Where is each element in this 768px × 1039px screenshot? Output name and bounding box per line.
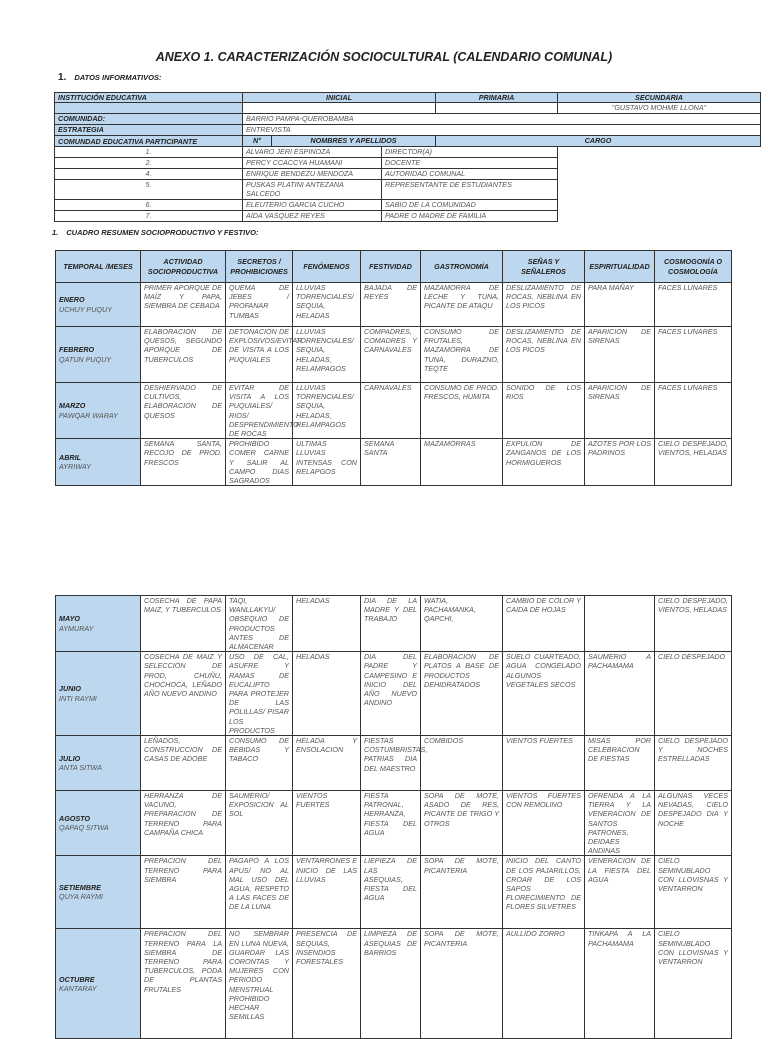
column-header: FENÓMENOS [293,251,361,283]
calendar-cell: DESLIZAMIENTO DE ROCAS, NEBLINA EN LOS PICOS [503,327,585,383]
column-header: SECRETOS / PROHIBICIONES [226,251,293,283]
member-cargo: DOCENTE [382,158,558,169]
month-quechua: PAWQAR WARAY [59,410,118,420]
calendar-cell: PAGAPO A LOS APUS/ NO AL MAL USO DEL AGUA, RESPETO A LAS FACES DE DE LA LUNA [226,856,293,929]
calendar-cell: VIENTOS FUERTES CON REMOLINO [503,791,585,856]
calendar-cell: COMBIDOS [421,736,503,791]
member-cargo: AUTORIDAD COMUNAL [382,169,558,180]
calendar-cell: APARICION DE SIRENAS [585,327,655,383]
calendar-cell: SONIDO DE LOS RIOS [503,383,585,439]
calendar-cell: ELABORACION DE QUESOS, SEGUNDO APORQUE DE TUBERCULOS [141,327,226,383]
month-name: FEBRERO [59,345,95,355]
calendar-cell: HELADAS [293,596,361,652]
month-cell [56,736,141,791]
month-quechua: INTI RAYMI [59,693,97,703]
calendar-cell: CONSUMO DE FRUTALES, MAZAMORRA DE TUNA, DURAZNO, TEQTE [421,327,503,383]
calendar-cell: MISAS POR CELEBRACION DE FIESTAS [585,736,655,791]
calendar-cell: LIMPIEZA DE ASEQUIAS DE BARRIOS [361,929,421,1039]
calendar-cell: WATIA, PACHAMANKA, QAPCHI, [421,596,503,652]
column-header: COSMOGONÍA O COSMOLOGÍA [655,251,732,283]
nombres-header: NOMBRES Y APELLIDOS [272,136,436,147]
month-cell [56,283,141,327]
calendar-cell: HERRANZA DE VACUNO, PREPARACION DE TERRENO PARA CAMPAÑA CHICA [141,791,226,856]
calendar-cell: INICIO DEL CANTO DE LOS PAJARILLOS, CROAR DE LOS SAPOS FLORECIMIENTO DE FLORES SILVETRES [503,856,585,929]
calendar-cell: DESLIZAMIENTO DE ROCAS, NEBLINA EN LOS PICOS [503,283,585,327]
month-cell [56,791,141,856]
member-row [55,180,761,199]
ie-label: INSTITUCIÓN EDUCATIVA [55,93,243,103]
month-cell [56,327,141,383]
calendar-table-1 [55,250,732,486]
month-quechua: AYRIWAY [59,462,91,472]
calendar-cell: SAUMERIO A PACHAMAMA [585,652,655,736]
calendar-cell: LLUVIAS TORRENCIALES/ SEQUIA, HELADAS, RELAMPAGOS [293,327,361,383]
member-name: ENRIQUE BENDEZU MENDOZA [243,169,382,180]
calendar-cell: FIESTAS COSTUMBRISTAS, PATRIAS DIA DEL MAESTRO [361,736,421,791]
calendar-cell: MAZAMORRAS [421,439,503,486]
calendar-cell: SEMANA SANTA [361,439,421,486]
month-quechua: KANTARAY [59,983,97,993]
month-name: JULIO [59,753,81,763]
calendar-cell: MAZAMORRA DE LECHE Y TUNA, PICANTE DE ATAQU [421,283,503,327]
calendar-cell: EVITAR DE VISITA A LOS PUQUIALES/ RIOS/ DESPRENDIMIENTO DE ROCAS [226,383,293,439]
month-row [56,791,732,856]
calendar-cell: CONSUMO DE BEBIDAS Y TABACO [226,736,293,791]
member-row [55,210,761,221]
month-name: ABRIL [59,453,81,463]
inicial-header: INICIAL [243,93,436,103]
member-name: PUSKAS PLATINI ANTEZANA SALCEDO [243,180,382,199]
member-row [55,147,761,158]
calendar-cell: HELADAS [293,652,361,736]
calendar-cell: CIELO SEMINUBLADO CON LLOVISNAS Y VENTARRON [655,856,732,929]
section-cuadro: 1. CUADRO RESUMEN SOCIOPRODUCTIVO Y FESTIVO: [52,228,259,237]
month-row [56,439,732,486]
calendar-cell: DIA DEL PADRE Y CAMPESINO E INICIO DEL AÑO NUEVO ANDINO [361,652,421,736]
calendar-cell: EXPULION DE ZANGANOS DE LOS HORMIGUEROS [503,439,585,486]
section-datos: 1. DATOS INFORMATIVOS: [58,72,162,83]
column-header: ACTIVIDAD SOCIOPRODUCTIVA [141,251,226,283]
member-name: AIDA VASQUEZ REYES [243,210,382,221]
member-row [55,158,761,169]
calendar-cell: ALGUNAS VECES NEVADAS, CIELO DESPEJADO DIA Y NOCHE [655,791,732,856]
calendar-table-2 [55,595,732,1039]
comunidad-label: COMUNIDAD: [55,114,243,125]
month-quechua: UCHUY PUQUY [59,304,112,314]
calendar-cell: SOPA DE MOTE, ASADO DE RES, PICANTE DE TRIGO Y OTROS [421,791,503,856]
month-quechua: QATUN PUQUY [59,354,112,364]
secundaria-header: SECUNDARIA [558,93,761,103]
secundaria-value: "GUSTAVO MOHME LLONA" [558,103,761,114]
member-cargo: DIRECTOR(A) [382,147,558,158]
calendar-cell: COMPADRES, COMADRES Y CARNAVALES [361,327,421,383]
member-row [55,169,761,180]
month-name: AGOSTO [59,814,91,824]
month-name: MARZO [59,401,86,411]
column-header: FESTIVIDAD [361,251,421,283]
member-number: 1. [55,147,243,158]
n-header: N° [243,136,272,147]
calendar-cell: APARICION DE SIRENAS [585,383,655,439]
month-row [56,327,732,383]
month-cell [56,596,141,652]
member-number: 6. [55,199,243,210]
member-number: 2. [55,158,243,169]
calendar-cell: COSECHA DE PAPA MAIZ, Y TUBERCULOS [141,596,226,652]
month-cell [56,383,141,439]
calendar-cell: OFRENDA A LA TIERRA Y LA VENERACION DE SANTOS PATRONES, DEIDAES ANDINAS [585,791,655,856]
cep-label: COMUNDAD EDUCATIVA PARTICIPANTE [55,136,243,147]
month-row [56,736,732,791]
calendar-cell: SOPA DE MOTE, PICANTERIA [421,856,503,929]
calendar-cell: FACES LUNARES [655,283,732,327]
member-number: 7. [55,210,243,221]
member-cargo: PADRE O MADRE DE FAMILIA [382,210,558,221]
month-quechua: QUYA RAYMI [59,892,103,902]
calendar-cell: VIENTOS FUERTES [293,791,361,856]
calendar-cell: PRESENCIA DE SEQUIAS, INSENDIOS FORESTALES [293,929,361,1039]
calendar-cell: COSECHA DE MAIZ Y SELECCION DE PROD, CHUÑU, CHOCHOCA, LEÑADO AÑO NUEVO ANDINO [141,652,226,736]
member-number: 5. [55,180,243,199]
month-name: JUNIO [59,684,81,694]
month-row [56,283,732,327]
calendar-cell: CAMBIO DE COLOR Y CAIDA DE HOJAS [503,596,585,652]
calendar-cell: FACES LUNARES [655,383,732,439]
member-name: ELEUTERIO GARCIA CUCHO [243,199,382,210]
month-name: ENERO [59,295,85,305]
calendar-cell: SOPA DE MOTE, PICANTERIA [421,929,503,1039]
month-name: SETIEMBRE [59,883,101,893]
month-row [56,929,732,1039]
member-number: 4. [55,169,243,180]
month-row [56,856,732,929]
calendar-cell: LEÑADOS, CONSTRUCCION DE CASAS DE ADOBE [141,736,226,791]
calendar-cell: FIESTA PATRONAL, HERRANZA, FIESTA DEL AGUA [361,791,421,856]
calendar-cell: PREPACION DEL TERRENO PARA SIEMBRA [141,856,226,929]
calendar-cell: VENTARRONES E INICIO DE LAS LLUVIAS [293,856,361,929]
month-quechua: AYMURAY [59,623,94,633]
calendar-cell: QUEMA DE JEBES / PROFANAR TUMBAS [226,283,293,327]
month-row [56,383,732,439]
calendar-cell: ELABORACION DE PLATOS A BASE DE PRODUCTOS DEHIDRATADOS [421,652,503,736]
calendar-cell: PRIMER APORQUE DE MAÍZ Y PAPA, SIEMBRA DE CEBADA [141,283,226,327]
calendar-cell: CIELO DESPEJADO [655,652,732,736]
calendar-cell: TAQI, WANLLAKYU/ OBSEQUIO DE PRODUCTOS ANTES DE ALMACENAR [226,596,293,652]
calendar-cell: PROHIBIDO COMER CARNE Y SALIR AL CAMPO DIAS SAGRADOS [226,439,293,486]
calendar-cell: USO DE CAL, ASUFRE Y RAMAS DE EUCALIPTO PARA PROTEJER DE LAS POLILLAS/ PISAR LOS PRODUCTOS [226,652,293,736]
month-name: OCTUBRE [59,974,95,984]
cargo-header: CARGO [436,136,761,147]
page-title: ANEXO 1. CARACTERIZACIÓN SOCIOCULTURAL (CALENDARIO COMUNAL) [155,50,613,64]
month-row [56,652,732,736]
comunidad-value: BARRIO PAMPA-QUEROBAMBA [243,114,761,125]
calendar-cell: SAUMERIO/ EXPOSICION AL SOL [226,791,293,856]
member-row [55,199,761,210]
calendar-cell: CONSUMO DE PROD. FRESCOS, HUMITA [421,383,503,439]
calendar-cell: PARA MAÑAY [585,283,655,327]
column-header: TEMPORAL /MESES [56,251,141,283]
calendar-cell: BAJADA DE REYES [361,283,421,327]
column-header: SEÑAS Y SEÑALEROS [503,251,585,283]
calendar-cell: FACES LUNARES [655,327,732,383]
month-cell [56,439,141,486]
calendar-cell: DIA DE LA MADRE Y DEL TRABAJO [361,596,421,652]
month-quechua: QAPAQ SITWA [59,823,109,833]
calendar-cell: LLUVIAS TORRENCIALES/ SEQUIA, HELADAS [293,283,361,327]
primaria-header: PRIMARIA [436,93,558,103]
calendar-cell: CIELO DESPEJADO, VIENTOS, HELADAS [655,596,732,652]
calendar-cell: PREPACION DEL TERRENO PARA LA SIEMBRA DE TERRENO PARA TUBERCULOS, PODA DE PLANTAS FRUTALES [141,929,226,1039]
calendar-cell: LLUVIAS TORRENCIALES/ SEQUIA, HELADAS, RELAMPAGOS [293,383,361,439]
member-name: PERCY CCACCYA HUAMANI [243,158,382,169]
member-cargo: REPRESENTANTE DE ESTUDIANTES [382,180,558,199]
month-name: MAYO [59,614,81,624]
column-header: GASTRONOMÍA [421,251,503,283]
calendar-cell: CARNAVALES [361,383,421,439]
calendar-cell: DESHIERVADO DE CULTIVOS, ELABORACION DE QUESOS [141,383,226,439]
month-quechua: ANTA SITWA [59,763,102,773]
month-cell [56,652,141,736]
calendar-cell: VIENTOS FUERTES [503,736,585,791]
member-cargo: SABIO DE LA COMUNIDAD [382,199,558,210]
estrategia-label: ESTRATEGIA [55,125,243,136]
column-header: ESPIRITUALIDAD [585,251,655,283]
month-cell [56,929,141,1039]
estrategia-value: ENTREVISTA [243,125,761,136]
calendar-cell: SEMANA SANTA, RECOJO DE PROD. FRESCOS [141,439,226,486]
calendar-cell: ULTIMAS LLUVIAS INTENSAS CON RELAPGOS [293,439,361,486]
calendar-cell: LIEPIEZA DE LAS ASEQUIAS, FIESTA DEL AGUA [361,856,421,929]
calendar-cell: CIELO DESPEJADO Y NOCHES ESTRELLADAS [655,736,732,791]
calendar-cell: VENERACION DE LA FIESTA DEL AGUA [585,856,655,929]
calendar-cell: AULLIDO ZORRO [503,929,585,1039]
month-row [56,596,732,652]
month-cell [56,856,141,929]
info-table [54,92,761,222]
calendar-cell: AZOTES POR LOS PADRINOS [585,439,655,486]
calendar-cell: CIELO DESPEJADO, VIENTOS, HELADAS [655,439,732,486]
calendar-cell: TINKAPA A LA PACHAMAMA [585,929,655,1039]
calendar-cell: SUELO CUARTEADO, AGUA CONGELADO ALGUNOS VEGETALES SECOS [503,652,585,736]
calendar-cell: NO SEMBRAR EN LUNA NUEVA, GUARDAR LAS CORONTAS Y MUJERES CON PERIODO MENSTRUAL PROHIBIDO HECHAR SEMILLAS [226,929,293,1039]
calendar-cell: DETONACION DE EXPLOSIVOS/EVITAR DE VISITA A LOS PUQUIALES [226,327,293,383]
calendar-cell [585,596,655,652]
calendar-cell: HELADA Y ENSOLACION [293,736,361,791]
calendar-cell: CIELO SEMINUBLADO CON LLOVISNAS Y VENTARRON [655,929,732,1039]
member-name: ALVARO JERI ESPINOZA [243,147,382,158]
